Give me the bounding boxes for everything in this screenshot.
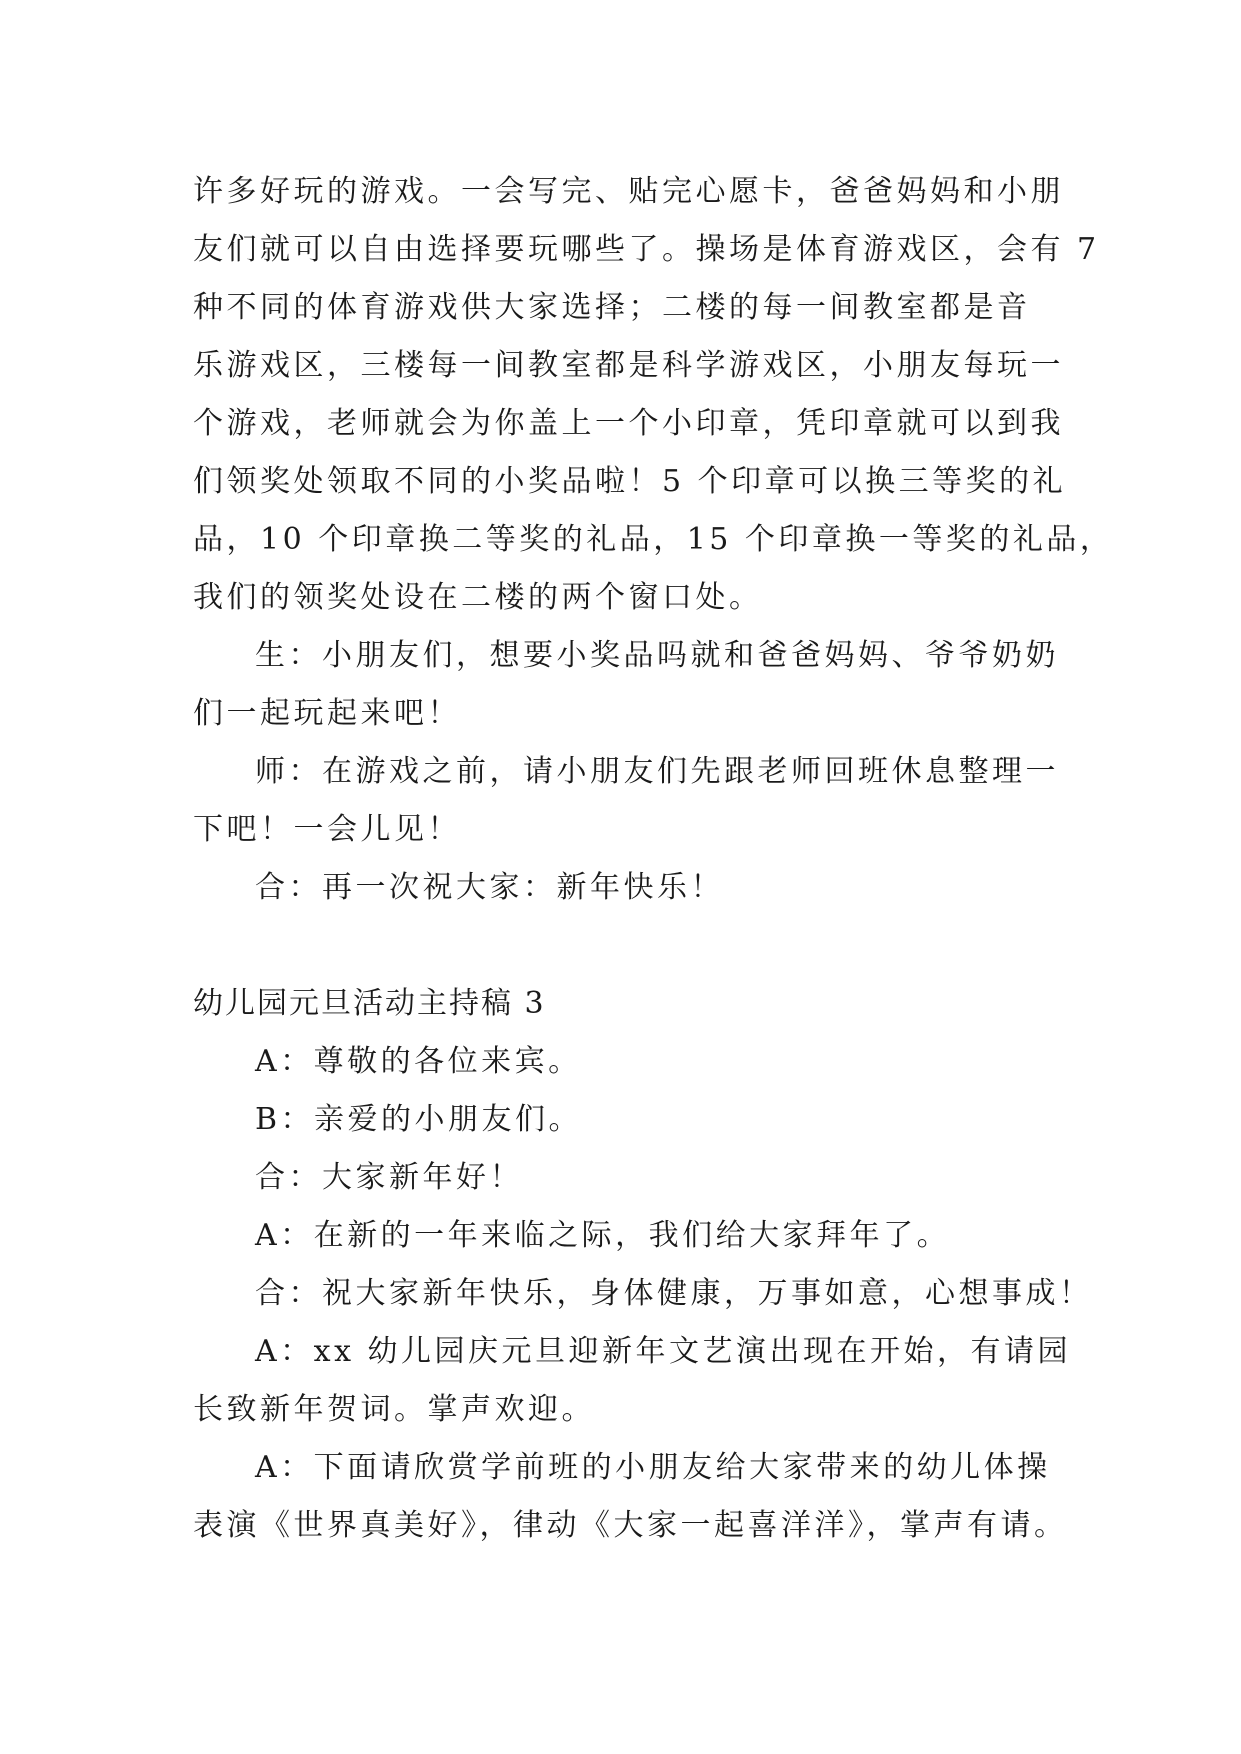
dialogue-line-a: A：下面请欣赏学前班的小朋友给大家带来的幼儿体操 [255, 1450, 1051, 1485]
dialogue-line-a: A：在新的一年来临之际，我们给大家拜年了。 [255, 1218, 951, 1253]
dialogue-line-a-continued: 长致新年贺词。掌声欢迎。 [193, 1392, 595, 1427]
paragraph-line: 乐游戏区，三楼每一间教室都是科学游戏区，小朋友每玩一 [193, 348, 1064, 383]
section-spacer [193, 917, 1073, 975]
paragraph-line: 们领奖处领取不同的小奖品啦！5 个印章可以换三等奖的礼 [193, 464, 1067, 499]
paragraph-line: 品，10 个印章换二等奖的礼品，15 个印章换一等奖的礼品， [193, 522, 1114, 557]
teacher-dialogue-line: 师：在游戏之前，请小朋友们先跟老师回班休息整理一 [255, 754, 1059, 789]
dialogue-line-b: B：亲爱的小朋友们。 [255, 1102, 583, 1137]
dialogue-line-together: 合：大家新年好！ [255, 1160, 523, 1195]
paragraph-line: 许多好玩的游戏。一会写完、贴完心愿卡，爸爸妈妈和小朋 [193, 174, 1064, 209]
paragraph-line: 个游戏，老师就会为你盖上一个小印章，凭印章就可以到我 [193, 406, 1064, 441]
section-title: 幼儿园元旦活动主持稿 3 [193, 986, 546, 1021]
teacher-dialogue-line: 下吧！一会儿见！ [193, 812, 461, 847]
paragraph-line: 种不同的体育游戏供大家选择；二楼的每一间教室都是音 [193, 290, 1031, 325]
together-dialogue-line: 合：再一次祝大家：新年快乐！ [255, 870, 724, 905]
student-dialogue-line: 生：小朋友们，想要小奖品吗就和爸爸妈妈、爷爷奶奶 [255, 638, 1059, 673]
student-dialogue-line: 们一起玩起来吧！ [193, 696, 461, 731]
dialogue-line-a: A：尊敬的各位来宾。 [255, 1044, 582, 1079]
dialogue-line-a-continued: 表演《世界真美好》，律动《大家一起喜洋洋》，掌声有请。 [193, 1508, 1068, 1543]
document-body [193, 163, 1114, 1555]
paragraph-line: 我们的领奖处设在二楼的两个窗口处。 [193, 580, 763, 615]
paragraph-line: 友们就可以自由选择要玩哪些了。操场是体育游戏区，会有 7 [193, 232, 1100, 267]
dialogue-line-together: 合：祝大家新年快乐，身体健康，万事如意，心想事成！ [255, 1276, 1093, 1311]
dialogue-line-a: A：xx 幼儿园庆元旦迎新年文艺演出现在开始，有请园 [255, 1334, 1072, 1369]
